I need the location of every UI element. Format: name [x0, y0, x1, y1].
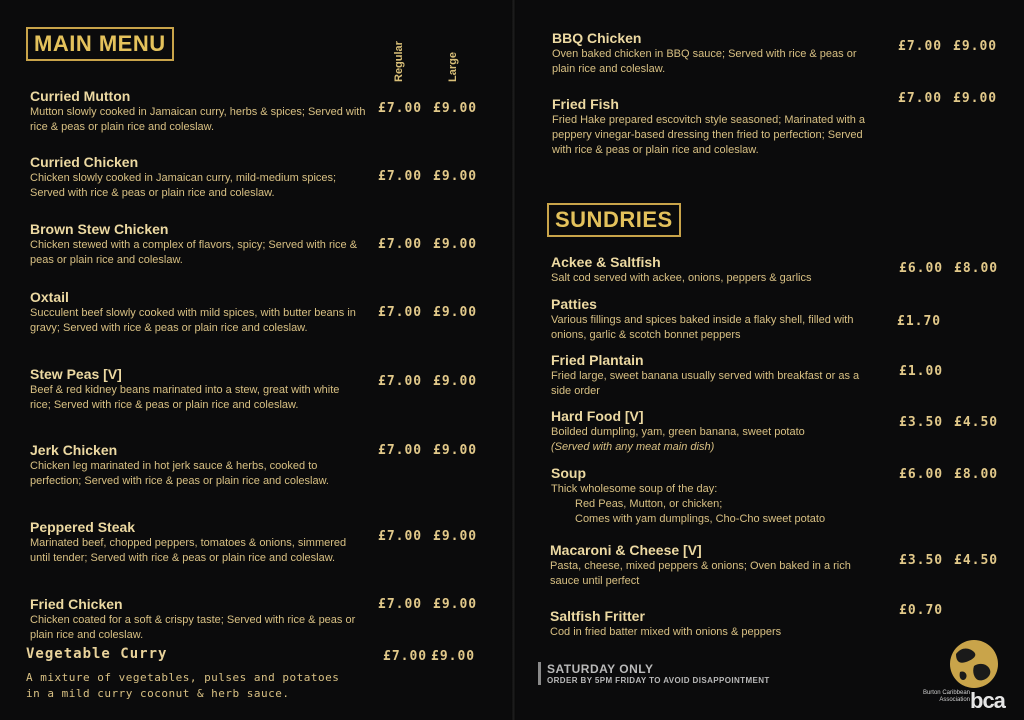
price-regular: £0.70: [899, 603, 944, 618]
price-large: £9.00: [433, 101, 478, 116]
item-description: Thick wholesome soup of the day:: [551, 483, 718, 495]
item-description: Marinated beef, chopped peppers, tomatoes & onions, simmered until tender; Served with rice & peas or plain rice and coleslaw.: [30, 537, 347, 564]
vegetable-curry-name: Vegetable Curry: [26, 646, 168, 662]
saturday-notice: [538, 662, 770, 685]
menu-item-saltfish-fritter: [550, 608, 880, 640]
logo-association-name: Burton Caribbean Association: [922, 690, 970, 703]
price-regular: £7.00: [378, 443, 423, 458]
item-description: Fried large, sweet banana usually served with breakfast or as a side order: [551, 370, 860, 397]
item-description: Chicken slowly cooked in Jamaican curry, mild-medium spices; Served with rice & peas or plain rice and coleslaw.: [30, 172, 337, 199]
item-name: Fried Plantain: [551, 352, 644, 368]
item-name: Jerk Chicken: [30, 442, 118, 458]
menu-item-peppered-steak: [30, 519, 360, 566]
price-large: £4.50: [954, 553, 999, 568]
price-large: £9.00: [433, 169, 478, 184]
item-name: Macaroni & Cheese [V]: [550, 542, 702, 558]
price-regular: £7.00: [378, 237, 423, 252]
price-regular: £3.50: [899, 415, 944, 430]
regular-column-header: Regular: [393, 41, 405, 82]
item-description: Chicken stewed with a complex of flavors, spicy; Served with rice & peas or plain rice and coleslaw.: [30, 239, 358, 266]
item-description: Chicken coated for a soft & crispy taste; Served with rice & peas or plain rice and coleslaw.: [30, 614, 356, 641]
item-name: Fried Chicken: [30, 596, 123, 612]
price-large: £8.00: [954, 467, 999, 482]
menu-item-fried-plantain: [551, 352, 876, 399]
price-large: £9.00: [433, 597, 478, 612]
item-note: (Served with any meat main dish): [551, 441, 715, 453]
price-regular: £6.00: [899, 261, 944, 276]
item-description: Pasta, cheese, mixed peppers & onions; Oven baked in a rich sauce until perfect: [550, 560, 851, 587]
price-regular: £1.70: [897, 314, 942, 329]
item-name: Saltfish Fritter: [550, 608, 645, 624]
item-name: Patties: [551, 296, 597, 312]
item-name: Hard Food [V]: [551, 408, 644, 424]
saturday-only-label: SATURDAY ONLY: [547, 662, 654, 676]
price-regular: £7.00: [898, 91, 943, 106]
order-deadline-note: ORDER BY 5PM FRIDAY TO AVOID DISAPPOINTMENT: [547, 676, 770, 685]
price-large: £4.50: [954, 415, 999, 430]
price-large: £9.00: [433, 443, 478, 458]
price-large: £9.00: [431, 649, 476, 664]
price-large: £9.00: [433, 237, 478, 252]
vegetable-curry-description: A mixture of vegetables, pulses and potatoes in a mild curry coconut & herb sauce.: [26, 671, 340, 700]
menu-item-jerk-chicken: [30, 442, 360, 489]
item-sub-line: Comes with yam dumplings, Cho-Cho sweet potato: [575, 513, 826, 525]
menu-item-fried-fish: [552, 96, 877, 158]
item-name: Ackee & Saltfish: [551, 254, 661, 270]
price-regular: £7.00: [378, 597, 423, 612]
item-description: Cod in fried batter mixed with onions & peppers: [550, 626, 782, 638]
item-description: Salt cod served with ackee, onions, peppers & garlics: [551, 272, 812, 284]
item-description: Succulent beef slowly cooked with mild spices, with butter beans in gravy; Served with rice & peas or plain rice and coleslaw.: [30, 307, 356, 334]
item-name: Brown Stew Chicken: [30, 221, 169, 237]
price-regular: £7.00: [378, 374, 423, 389]
price-regular: £7.00: [378, 305, 423, 320]
price-large: £9.00: [433, 305, 478, 320]
price-regular: £3.50: [899, 553, 944, 568]
price-large: £9.00: [433, 529, 478, 544]
menu-item-curried-chicken: [30, 154, 370, 201]
price-regular: £7.00: [378, 529, 423, 544]
item-name: Soup: [551, 465, 586, 481]
item-name: Fried Fish: [552, 96, 619, 112]
item-description: Oven baked chicken in BBQ sauce; Served with rice & peas or plain rice and coleslaw.: [552, 48, 857, 75]
menu-item-brown-stew-chicken: [30, 221, 370, 268]
item-description: Various fillings and spices baked inside a flaky shell, filled with onions, garlic & scotch bonnet peppers: [551, 314, 854, 341]
price-regular: £1.00: [899, 364, 944, 379]
main-menu-title: MAIN MENU: [26, 27, 174, 61]
menu-item-curried-mutton: [30, 88, 370, 135]
menu-item-hard-food: [551, 408, 881, 455]
item-name: Curried Mutton: [30, 88, 131, 104]
item-name: Peppered Steak: [30, 519, 136, 535]
menu-item-bbq-chicken: [552, 30, 872, 77]
menu-item-patties: [551, 296, 861, 343]
price-regular: £7.00: [378, 169, 423, 184]
item-name: Stew Peas [V]: [30, 366, 122, 382]
menu-item-soup: [551, 465, 891, 527]
price-large: £9.00: [953, 91, 998, 106]
logo-abbreviation: bca: [970, 688, 1005, 713]
price-regular: £7.00: [378, 101, 423, 116]
item-name: BBQ Chicken: [552, 30, 642, 46]
item-description: Mutton slowly cooked in Jamaican curry, herbs & spices; Served with rice & peas or plain rice and coleslaw.: [30, 106, 366, 133]
price-regular: £7.00: [383, 649, 428, 664]
menu-item-oxtail: [30, 289, 360, 336]
price-large: £8.00: [954, 261, 999, 276]
item-description: Beef & red kidney beans marinated into a stew, great with white rice; Served with rice & peas or plain rice and coleslaw.: [30, 384, 340, 411]
item-name: Oxtail: [30, 289, 69, 305]
price-regular: £6.00: [899, 467, 944, 482]
item-description: Chicken leg marinated in hot jerk sauce & herbs, cooked to perfection; Served with rice & peas or plain rice and coleslaw.: [30, 460, 329, 487]
menu-item-ackee-saltfish: [551, 254, 881, 286]
price-large: £9.00: [953, 39, 998, 54]
item-sub-line: Red Peas, Mutton, or chicken;: [575, 498, 723, 510]
item-description: Fried Hake prepared escovitch style seasoned; Marinated with a peppery vinegar-based dressing then fried to perfection; Served with rice & peas or plain rice and coleslaw.: [552, 114, 866, 156]
menu-item-stew-peas: [30, 366, 360, 413]
menu-item-fried-chicken: [30, 596, 365, 643]
item-name: Curried Chicken: [30, 154, 139, 170]
sundries-title: SUNDRIES: [547, 203, 681, 237]
price-regular: £7.00: [898, 39, 943, 54]
menu-item-macaroni-cheese: [550, 542, 870, 589]
price-large: £9.00: [433, 374, 478, 389]
item-description: Boilded dumpling, yam, green banana, sweet potato: [551, 426, 805, 438]
large-column-header: Large: [447, 52, 459, 82]
